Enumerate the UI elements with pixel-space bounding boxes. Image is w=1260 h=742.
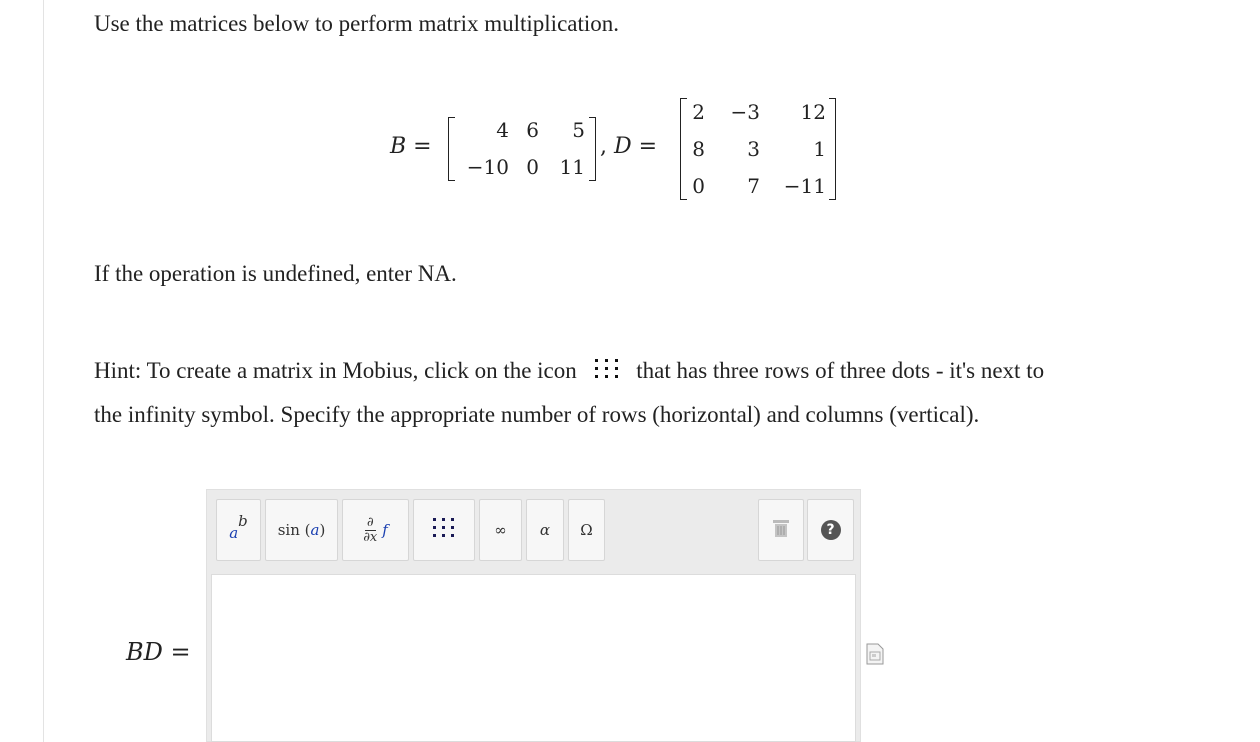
trash-icon bbox=[772, 518, 790, 542]
preview-icon[interactable] bbox=[866, 643, 884, 670]
derivative-icon: ∂ ∂x f bbox=[363, 514, 388, 545]
superscript-icon: $a^b$ bbox=[229, 512, 248, 542]
hint-line-1 bbox=[94, 356, 1044, 389]
hint-line-2: the infinity symbol. Specify the appropriate number of rows (horizontal) and columns (vertical). bbox=[94, 402, 980, 427]
b-label: B bbox=[390, 134, 407, 159]
d-cell: 7 bbox=[747, 174, 760, 198]
b-right-bracket bbox=[589, 117, 596, 181]
question-intro: Use the matrices below to perform matrix multiplication. bbox=[94, 11, 620, 36]
b-cell: 11 bbox=[559, 155, 585, 179]
derivative-button[interactable] bbox=[342, 499, 409, 561]
infinity-icon: ∞ bbox=[494, 521, 507, 539]
b-cell: −10 bbox=[466, 155, 509, 179]
help-button[interactable] bbox=[807, 499, 854, 561]
alpha-icon: α bbox=[539, 521, 551, 539]
superscript-button[interactable] bbox=[216, 499, 261, 561]
b-left-bracket bbox=[448, 117, 455, 181]
left-divider bbox=[43, 0, 44, 742]
d-cell: 2 bbox=[692, 100, 705, 124]
trash-button[interactable] bbox=[758, 499, 804, 561]
alpha-button[interactable] bbox=[526, 499, 564, 561]
equation-editor bbox=[206, 489, 861, 742]
omega-icon: Ω bbox=[580, 521, 593, 539]
infinity-button[interactable] bbox=[479, 499, 522, 561]
d-cell: 3 bbox=[747, 137, 760, 161]
help-icon: ? bbox=[821, 520, 841, 540]
b-cell: 6 bbox=[526, 118, 539, 142]
d-cell: 0 bbox=[692, 174, 705, 198]
matrix-icon bbox=[431, 516, 457, 544]
sin-icon: sin (a) bbox=[277, 521, 326, 539]
omega-button[interactable] bbox=[568, 499, 605, 561]
hint-text-b: that has three rows of three dots - it's next to bbox=[636, 357, 1045, 383]
d-cell: 8 bbox=[692, 137, 705, 161]
d-cell: −11 bbox=[783, 174, 826, 198]
answer-input[interactable] bbox=[211, 574, 856, 742]
hint-text-a: Hint: To create a matrix in Mobius, click on the icon bbox=[94, 357, 577, 383]
b-cell: 5 bbox=[572, 118, 585, 142]
sin-function-button[interactable] bbox=[265, 499, 338, 561]
answer-label: BD = bbox=[126, 638, 191, 666]
d-label: D bbox=[614, 134, 632, 159]
d-cell: 12 bbox=[800, 100, 826, 124]
matrix-button[interactable] bbox=[413, 499, 475, 561]
d-cell: 1 bbox=[813, 137, 826, 161]
d-cell: −3 bbox=[730, 100, 760, 124]
d-right-bracket bbox=[829, 98, 836, 200]
matrix-dots-icon bbox=[593, 356, 621, 389]
undefined-note: If the operation is undefined, enter NA. bbox=[94, 261, 457, 286]
b-cell: 4 bbox=[496, 118, 509, 142]
b-cell: 0 bbox=[526, 155, 539, 179]
